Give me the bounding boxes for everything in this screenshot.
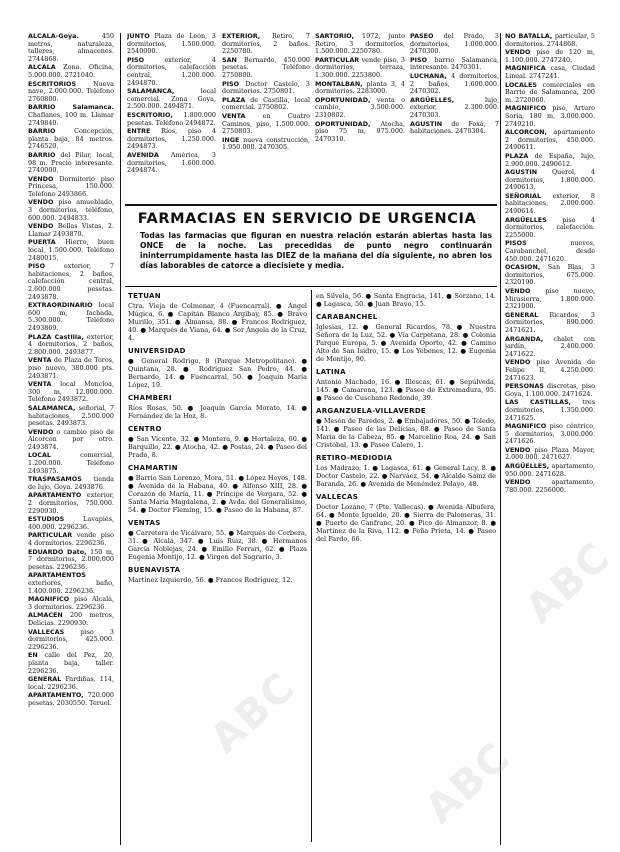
classifieds-column-1 — [28, 33, 114, 845]
box-border-mid — [125, 286, 497, 287]
classified-ad-heading: GENERAL — [505, 310, 539, 319]
classified-ad-text: 200 metros, Delicias. 2290930. — [28, 611, 114, 627]
classified-ad-text: local Moncloa, 300 m, 12.000.000. Teléfono 2493872. — [28, 380, 114, 404]
district-heading: TETUAN — [128, 292, 161, 300]
classified-ad-text: comercial, 1.200.000. Teléfono 2493875. — [28, 451, 114, 475]
classified-ad-heading: EXTERIOR, — [222, 33, 261, 40]
classified-ad — [315, 57, 405, 80]
classified-ad — [505, 447, 595, 462]
district-heading: VENTAS — [128, 519, 161, 527]
classified-ad — [505, 336, 595, 359]
classified-ad — [28, 532, 114, 547]
classified-ad-text: Chaflanes, 100 m. Llamar 2749840. — [28, 110, 114, 127]
classified-ad-heading: LAS CASTILLAS, — [505, 398, 572, 407]
classified-ad-text: Plaza de León, 3 dormitorios, 1.500.000. 2540000. — [127, 33, 216, 56]
classified-ad-text: Atocha, piso 75 m, 975.000. 2470310. — [315, 119, 405, 143]
classified-ad-heading: AGUSTIN — [505, 168, 538, 177]
district-pharmacy-list: Iglesias, 12. ● General Ricardos, 78. ● Nuestra Señora de la Luz, 52. ● Vía Carpetana, 28. ● Colonia Parque Europa, 5. ● Avenida Oporto, 42. ● Camino Alto de San Isidro, 15. ● Los Yébenes, 12. ● Eugenia de Montijo, 90. — [316, 323, 496, 363]
classified-ad — [28, 263, 114, 301]
classified-ad-heading: EDUARDO Dato, — [28, 547, 87, 556]
classified-ad — [505, 423, 595, 446]
classified-ad-heading: SALAMANCA, — [127, 87, 175, 96]
classified-ad — [410, 121, 499, 136]
classified-ad-heading: ALCALA-Goya. — [28, 33, 79, 40]
classified-ad — [505, 217, 595, 240]
classified-ad — [28, 81, 114, 104]
classified-ad — [505, 240, 595, 263]
classified-ad-heading: PISOS — [505, 239, 527, 248]
classified-ad-text: América, 3 dormitorios, 1.600.000. 2494874. — [127, 150, 216, 175]
classifieds-column-6 — [505, 33, 595, 845]
classified-ad — [505, 288, 595, 311]
classified-ad — [28, 452, 114, 475]
classified-ad-heading: ENTRE — [127, 127, 151, 136]
district-heading: CHAMARTIN — [128, 464, 178, 472]
classified-ad-heading: VENDO — [505, 445, 531, 454]
district-pharmacy-list: Ríos Rosas, 50. ● Joaquín García Morato, 14. ● Fernández de la Hoz, 8. — [128, 404, 307, 420]
classified-ad-heading: OPORTUNIDAD, — [315, 119, 371, 128]
classified-ad-heading: INGE — [222, 135, 240, 144]
classified-ad — [28, 199, 114, 222]
classified-ad-heading: GENERAL — [28, 675, 62, 684]
classified-ad-text: calle del Pez, 20, planta baja, taller. 2296236. — [28, 651, 114, 675]
classified-ad — [222, 57, 310, 80]
classified-ad — [28, 492, 114, 515]
district-heading: CHAMBERI — [128, 394, 172, 402]
district-heading: VALLECAS — [316, 493, 359, 501]
classified-ad-heading: MONTALBAN, — [315, 79, 363, 88]
classified-ad — [222, 113, 310, 136]
classified-ad-text: 720.000 pesetas. 2030550. Teruel. — [28, 691, 114, 707]
classified-ad — [28, 334, 114, 357]
classified-ad-heading: PUERTA — [28, 238, 56, 247]
classified-ad — [28, 152, 114, 175]
classified-ad-text: 150 m, 7 dormitorios, 2.000.000 pesetas. 2296236. — [28, 547, 114, 571]
classified-ad-heading: OPORTUNIDAD, — [315, 95, 371, 104]
classified-ad-heading: VENTA — [28, 356, 52, 365]
district-heading: CARABANCHEL — [316, 313, 378, 321]
classified-ad — [315, 33, 405, 56]
classified-ad-text: Pardiñas, 114, local. 2296236. — [28, 675, 114, 691]
classified-ad-text: Dormitorio piso Princesa, 150.000. Teléfono 2493866. — [28, 174, 114, 198]
classified-ad-heading: VENDO — [505, 48, 531, 57]
classified-ad-heading: SAN — [222, 55, 237, 64]
classified-ad-heading: APARTAMENTO, — [28, 691, 84, 700]
classified-ad-heading: VALLECAS — [28, 627, 65, 636]
classified-ad-heading: VENTA — [222, 111, 246, 120]
classified-ad-text: Ríos, piso 4 dormitorios, 1.250.000. 2494873. — [127, 127, 216, 151]
classified-ad-text: San Blas, 3 dormitorios, 675.000. 2320190. — [505, 263, 595, 287]
classified-ad — [315, 81, 405, 96]
classified-ad-heading: PISO — [410, 55, 428, 64]
classified-ad — [127, 33, 216, 56]
classified-ad — [127, 57, 216, 87]
classified-ad-text: vende piso, 3 dormitorios, terraza, 1.300.000. 2253800. — [315, 55, 405, 79]
district-heading: RETIRO-MEDIODIA — [316, 454, 393, 462]
classified-ad-heading: OCASION, — [505, 263, 541, 272]
classified-ad-heading: VENDO — [28, 222, 54, 231]
district-pharmacy-list: Los Madrazo, 1. ● Lagasca, 61. ● General Lacy, 8. ● Doctor Castelo, 22. ● Narváez, 54. ● Alcalde Sáinz de Baranda, 26. ● Avenida de Menéndez Pelayo, 48. — [316, 464, 496, 488]
district-heading: LATINA — [316, 368, 346, 376]
classified-ad-heading: VENDO — [28, 427, 54, 436]
classified-ad-heading: PISO — [127, 55, 145, 64]
classified-ad-heading: ARGÜELLES, — [410, 95, 455, 104]
classified-ad — [28, 302, 114, 332]
classified-ad-text: Zona. Oficina, 5.000.000. 2721040. — [28, 63, 114, 79]
classified-ad-text: de Plaza de Toros, piso nuevo, 380.000 pts. 2493871. — [28, 356, 114, 380]
classified-ad-heading: APARTAMENTO — [28, 491, 82, 500]
classified-ad-heading: SEÑORIAL — [505, 191, 542, 200]
classified-ad-heading: ALCORCON, — [505, 128, 547, 137]
classified-ad — [28, 612, 114, 627]
classified-ad-text: 1.800.000 pesetas. Teléfono 2494872. — [127, 110, 216, 127]
district-pharmacy-list: Antonio Machado, 16. ● Illescas, 61. ● Sepúlveda, 145. ● Camarena, 123. ● Paseo de Extremadura, 95. ● Paseo de Cuschano Redondo, 39. — [316, 378, 496, 402]
classified-ad-text: exterior, 4 dormitorios, calefacción central, 1.200.000. 2494870. — [127, 55, 216, 87]
classified-ad-text: piso Alcalá, 3 dormitorios. 2296236. — [28, 595, 114, 611]
classified-ad-heading: ARGÜELLES — [505, 215, 547, 224]
district-pharmacy-list: ● Mesón de Paredes, 2. ● Embajadores, 50. ● Toledo, 141. ● Paseo de las Delicias, 88. ● Paseo de Santa María de la Cabeza, 85. ● Marcelino Roa, 24. ● San Cristóbal, 13. ● Paseo Calero, 1. — [316, 417, 496, 449]
classified-ad-text: Retiro, 7 dormitorios, 2 baños. 2250780. — [222, 33, 310, 56]
classified-ad — [315, 121, 405, 144]
district-pharmacy-list: Doctor Lozano, 7 (Pte. Vallecas). ● Avenida Albufera, 64. ● Monte Igueldo, 20. ● Sierra de Palomeras, 31. ● Puerto de Canfranc, 20. ● Pico de Almanzor, 8. ● Martínez de la Riva, 112. ● Peña Prieta, 14. ● Paseo del Pardo, 66. — [316, 503, 496, 543]
classified-ad-heading: APARTAMENTOS — [28, 571, 86, 580]
classified-ad — [222, 97, 310, 112]
district-heading: BUENAVISTA — [128, 566, 181, 574]
classified-ad-heading: SARTORIO, — [315, 33, 354, 40]
classified-ad — [28, 676, 114, 691]
classified-ad-heading: VENTA — [28, 380, 52, 389]
classified-ad — [505, 105, 595, 128]
classified-ad-heading: AVENIDA — [127, 150, 159, 159]
classified-ad-text: Concepción, planta baja, 84 metros. 2746520. — [28, 127, 114, 151]
watermark: ABC — [417, 733, 520, 833]
watermark: ABC — [202, 663, 305, 763]
classified-ad-text: piso nuevo, Mirasierra, 1.800.000. 2321000. — [505, 287, 595, 311]
classified-ad-heading: NO BATALLA, — [505, 33, 553, 40]
classified-ad — [28, 357, 114, 380]
classified-ad-text: Nueva nave, 2.000.000. Teléfono 2760800. — [28, 79, 114, 103]
classified-ad-text: 4 dormitorios, 2 baños, 1.600.000. 2470302. — [410, 71, 499, 96]
classified-ad-text: exterior, 8 habitaciones, 2.000.000. 2490614. — [505, 191, 595, 216]
classified-ad — [28, 692, 114, 707]
classified-ad — [28, 64, 114, 79]
classified-ad-text: piso Avenida de Felipe II, 4.250.000. 2471623. — [505, 358, 595, 382]
classified-ad — [410, 97, 499, 120]
pharmacy-left-column — [128, 292, 307, 844]
classified-ad-text: piso 3 dormitorios, 425.000. 2296236. — [28, 627, 114, 651]
district-pharmacy-list: ● Carretera de Vicálvaro, 55. ● Marqués de Corbera, 31. ● Alcalá, 347. ● Luis Ruiz, 38. ● Hermanos García Noblejas, 24. ● Emilio Ferrari, 62. ● Plaza Eugenia Montijo, 12. ● Virgen del Sagrario, 3. — [128, 529, 307, 561]
classified-ad — [505, 65, 595, 80]
classifieds-column-3 — [222, 33, 310, 201]
column-rule — [120, 33, 121, 845]
district-heading: CENTRO — [128, 425, 162, 433]
classified-ad-heading: LUCHANA, — [410, 71, 447, 80]
classified-ad — [28, 176, 114, 199]
district-pharmacy-list: ● San Vicente, 32. ● Montera, 9. ● Hortaleza, 60. ● Barquillo, 22. ● Atocha, 42. ● Postas, 24. ● Paseo del Prado, 8. — [128, 435, 307, 459]
classified-ad — [28, 239, 114, 262]
classified-ad-heading: LOCALES — [505, 80, 537, 89]
classified-ad — [28, 128, 114, 151]
classified-ad — [505, 312, 595, 335]
classified-ad — [505, 399, 595, 422]
classified-ad-heading: PISO — [28, 262, 46, 271]
classified-ad-text: casa, Ciudad Lineal. 2747241. — [505, 64, 595, 80]
box-divider — [311, 290, 312, 842]
classified-ad — [505, 463, 595, 478]
classified-ad-text: piso céntrico, 5 dormitorios, 3.000.000. 2471626. — [505, 422, 595, 446]
pharmacy-intro: Todas las farmacias que figuran en nuestra relación estarán abiertas hasta las ONCE de la noche. Las precedidas de punto negro continuarán ininterrumpidamente hasta las DIEZ de la mañana del día siguiente, no abren los días laborables de catorce a diecisiete y media. — [140, 231, 492, 270]
classified-ad-text: nuevos, Carabanchel, desde 450.000. 2471620. — [505, 239, 595, 263]
classified-ad-text: de Castilla, local comercial. 2750802. — [222, 95, 310, 112]
classified-ad — [410, 33, 499, 56]
classified-ad-text: en Cuatro Caminos, piso, 1.500.000. 2750803. — [222, 111, 310, 136]
classified-ad-text: exterior, 2 dormitorios, 750.000. 2290930. — [28, 491, 114, 515]
classified-ad-text: Hierro, buen local, 1.500.000. Teléfono 2480015. — [28, 238, 114, 262]
classified-ad — [505, 193, 595, 216]
classified-ad-text: comerciales en Barrio de Salamanca, 200 m. 2720060. — [505, 80, 595, 104]
classified-ad-heading: PLAZA — [222, 95, 246, 104]
classified-ad-heading: ESTUDIOS — [28, 515, 65, 524]
classified-ad-text: señorial, 7 habitaciones, 2.500.000 pesetas. 2493873. — [28, 403, 114, 428]
classifieds-column-5 — [410, 33, 499, 201]
classified-ad-text: piso amueblado, 3 dormitorios, teléfono, 600.000. 2494833. — [28, 198, 114, 222]
classified-ad-text: 450 metros, naturaleza, talleres, almacenes. 2744868. — [28, 33, 114, 63]
classified-ad-text: nueva construcción, 1.950.000. 2470305. — [222, 135, 310, 152]
classified-ad-heading: MAGNIFICO — [505, 104, 547, 113]
classified-ad-text: apartamento 2 dormitorios, 450.000. 2490611. — [505, 128, 595, 152]
classified-ad-heading: BARRIO Salamanca. — [28, 103, 114, 112]
classified-ad — [505, 33, 595, 48]
classified-ad-text: exteriores, baño, 1.400.000. 2296236. — [28, 578, 114, 595]
classified-ad-text: Bernardo, 450.000 pesetas. Teléfono 2750800. — [222, 55, 310, 79]
classified-ad — [315, 97, 405, 120]
classified-ad-heading: AGUSTIN — [410, 119, 443, 128]
classified-ad-heading: VENDO — [28, 174, 54, 183]
district-pharmacy-list: Ctra. Vieja de Colmenar, 4 (Fuencarral). ● Angel Múgica, 6. ● Capitán Blanco Argibay, 85. ● Bravo Murillo, 351. ● Almansa, 88. ● Francos Rodríguez, 40. ● Marqués de Viana, 64. ● Sor Ángela de la Cruz, 4. — [128, 302, 307, 342]
classified-ad-heading: BARRIO — [28, 127, 56, 136]
classified-ad-text: Doctor Castelo, 3 dormitorios. 2750801. — [222, 79, 310, 96]
classified-ad — [28, 381, 114, 404]
classifieds-column-4 — [315, 33, 405, 201]
classified-ad-text: planta 3, 4 dormitorios. 2283000. — [315, 79, 405, 96]
classified-ad — [505, 169, 595, 192]
classified-ad-text: exterior, 4 dormitorios, 2 baños, 2.800.000. 2493877. — [28, 332, 114, 356]
classified-ad-heading: PLAZA Castilla, — [28, 332, 84, 341]
classified-ad-text: 1972, junto Retiro, 3 dormitorios, 1.500.000. 2250780. — [315, 33, 405, 56]
classified-ad-heading: MAGNIFICO — [505, 422, 547, 431]
classified-ad-text: o cambio piso de Alcorcón por otro. 2493874. — [28, 427, 114, 451]
district-heading: ARGANZUELA-VILLAVERDE — [316, 407, 427, 415]
classified-ad-heading: PLAZA — [505, 151, 529, 160]
classified-ad — [127, 112, 216, 127]
classified-ad-heading: VENDO — [505, 287, 531, 295]
classified-ad-heading: PERSONAS — [505, 382, 544, 391]
classified-ad-heading: TRASPASAMOS — [28, 475, 82, 484]
classified-ad — [28, 405, 114, 428]
classifieds-column-2 — [127, 33, 216, 201]
district-pharmacy-list: ● Barrio San Lorenzo, Mora, 51. ● López Hoyos, 148. ● Avenida de la Habana, 40. ● Alfonso XIII, 28. ● Corazón de María, 11. ● Príncipe de Vergara, 52. ● Santa María Magdalena, 2. ● Avda. del Generalísimo, 54. ● Doctor Fleming, 15. ● Paseo de la Habana, 87. — [128, 474, 307, 514]
classified-ad-text: Querol, 4 dormitorios, 1.800.000. 2490613. — [505, 168, 595, 192]
classified-ad — [28, 104, 114, 127]
classified-ad — [28, 596, 114, 611]
classified-ad-text: exterior, 7 habitaciones, 2 baños, calefacción central, 2.600.000 pesetas. 2493878. — [28, 262, 114, 301]
district-pharmacy-list: ● General Rodrigo, 8 (Parque Metropolitano). ● Quintana, 28. ● Rodríguez San Pedro, 44. ● Bernardo, 14. ● Fuencarral, 50. ● Joaquín María López, 19. — [128, 357, 307, 389]
classified-ad-text: chalet con jardín, 2.400.000. 2471622. — [505, 334, 595, 358]
classified-ad-text: venta o cambio, 3.500.000. 2310802. — [315, 95, 405, 119]
classified-ad-heading: ALCALA — [28, 63, 56, 72]
classified-ad-heading: PARTICULAR — [28, 531, 73, 540]
classified-ad-heading: VENDO — [505, 358, 531, 367]
classified-ad-text: barrio Salamanca, interesante. 2470301. — [410, 55, 499, 72]
classified-ad-text: vende piso 4 dormitorios. 2296236. — [28, 531, 114, 547]
classified-ad — [505, 359, 595, 382]
classified-ad — [505, 264, 595, 287]
pharmacy-title: FARMACIAS EN SERVICIO DE URGENCIA — [137, 211, 477, 227]
classified-ad — [505, 383, 595, 398]
classified-ad — [28, 516, 114, 531]
classified-ad-text: Bellas Vistas, 2. Llamar 2493870. — [28, 222, 114, 238]
classified-ad — [127, 88, 216, 111]
classified-ad — [28, 476, 114, 491]
classified-ad — [28, 223, 114, 238]
classified-ad-text: local 600 m, fachada, 5.300.000. Teléfono 2493869. — [28, 301, 114, 332]
classified-ad-heading: ARGÜELLES, — [505, 462, 550, 471]
classified-ad-text: piso Plaza Mayor, 2.000.000. 2471627. — [505, 445, 595, 462]
classified-ad-text: tienda de lujo, Goya. 2493876. — [28, 475, 114, 491]
classified-ad-heading: JUNTO — [127, 33, 150, 40]
classified-ad-heading: PASEO — [410, 33, 434, 40]
district-heading: UNIVERSIDAD — [128, 347, 186, 355]
classified-ad-heading: ALMACEN — [28, 611, 63, 620]
classified-ad-heading: EN — [28, 651, 38, 660]
watermark: ABC — [517, 533, 620, 633]
classified-ad-text: del Pilar, local, 98 m. Precio interesante. 2740000. — [28, 150, 114, 175]
classified-ad-text: Ricardos, 3 dormitorios, 890.000. 2471621. — [505, 310, 595, 334]
district-pharmacy-list: Martínez Izquierdo, 56. ● Francos Rodríguez, 12. — [128, 576, 293, 584]
classified-ad-text: local comercial. Zona Goya, 2.500.000. 2494871. — [127, 87, 216, 111]
classified-ad-heading: MAGNIFICO — [28, 595, 70, 604]
classified-ad-text: particular, 5 dormitorios. 2744868. — [505, 33, 595, 48]
classified-ad — [127, 152, 216, 175]
classified-ad-heading: LOCAL — [28, 451, 51, 460]
classified-ad-text: piso, Arturo Soria, 180 m, 3.000.000. 2749210. — [505, 104, 595, 128]
classified-ad — [410, 57, 499, 72]
classified-ad-text: de Foxá, 7 habitaciones. 2470304. — [410, 119, 499, 136]
classified-ad-text: del Prado, 3 dormitorios, 1.000.000. 2470300. — [410, 33, 499, 56]
classified-ad-heading: SALAMANCA, — [28, 403, 76, 412]
classified-ad — [505, 479, 595, 494]
classified-ad-heading: ESCRITORIO, — [127, 110, 173, 119]
classified-ad — [28, 33, 114, 63]
classified-ad-heading: VENDO — [505, 478, 531, 487]
classified-ad — [28, 572, 114, 595]
classified-ad-text: Lavapiés, 400.000. 2296236. — [28, 515, 114, 531]
classified-ad — [505, 82, 595, 105]
classified-ad — [222, 137, 310, 152]
classified-ad-text: piso de 120 m, 1.100.000. 2747240. — [505, 48, 595, 64]
classified-ad-text: tres dormitorios, 1.350.000. 2471625. — [505, 398, 595, 422]
classified-ad-text: apartamento, 780.000. 2256000. — [505, 478, 595, 494]
classified-ad-heading: PARTICULAR — [315, 55, 360, 64]
classified-ad-heading: ESCRITORIOS — [28, 79, 77, 88]
classified-ad — [505, 129, 595, 152]
column-rule — [500, 33, 501, 845]
classified-ad — [222, 81, 310, 96]
classified-ad-heading: MAGNIFICA — [505, 64, 546, 73]
classified-ad — [28, 549, 114, 572]
classified-ad-text: de España, lujo, 2.900.000. 2490612. — [505, 151, 595, 168]
classified-ad — [28, 652, 114, 675]
classified-ad — [505, 49, 595, 64]
classified-ad-text: piso 4 dormitorios, calefacción. 2255000. — [505, 215, 595, 239]
classified-ad-heading: EXTRAORDINARIO — [28, 301, 93, 310]
classified-ad — [222, 33, 310, 56]
box-border-top — [125, 204, 497, 206]
classified-ad-text: apartamento, 950.000. 2471628. — [505, 462, 595, 478]
classified-ad-heading: ARGANDA, — [505, 334, 544, 343]
classified-ad — [410, 73, 499, 96]
classified-ad — [127, 128, 216, 151]
classified-ad-text: lujo, exterior, 2.300.000. 2470303. — [410, 95, 499, 119]
classified-ad-text: discretas, piso Goya, 1.100.000. 2471624. — [505, 382, 595, 398]
classified-ad-heading: BARRIO — [28, 150, 56, 159]
classified-ad — [28, 629, 114, 652]
classified-ad-heading: PISO — [222, 79, 240, 88]
classified-ad — [505, 153, 595, 168]
classified-ad-heading: VENDO — [28, 198, 54, 207]
district-pharmacy-list: en Silvela, 56. ● Santa Engracia, 141. ● Sorzano, 14. ● Lagasca, 50. ● Juan Bravo, 15. — [316, 292, 496, 308]
classified-ad — [28, 429, 114, 452]
